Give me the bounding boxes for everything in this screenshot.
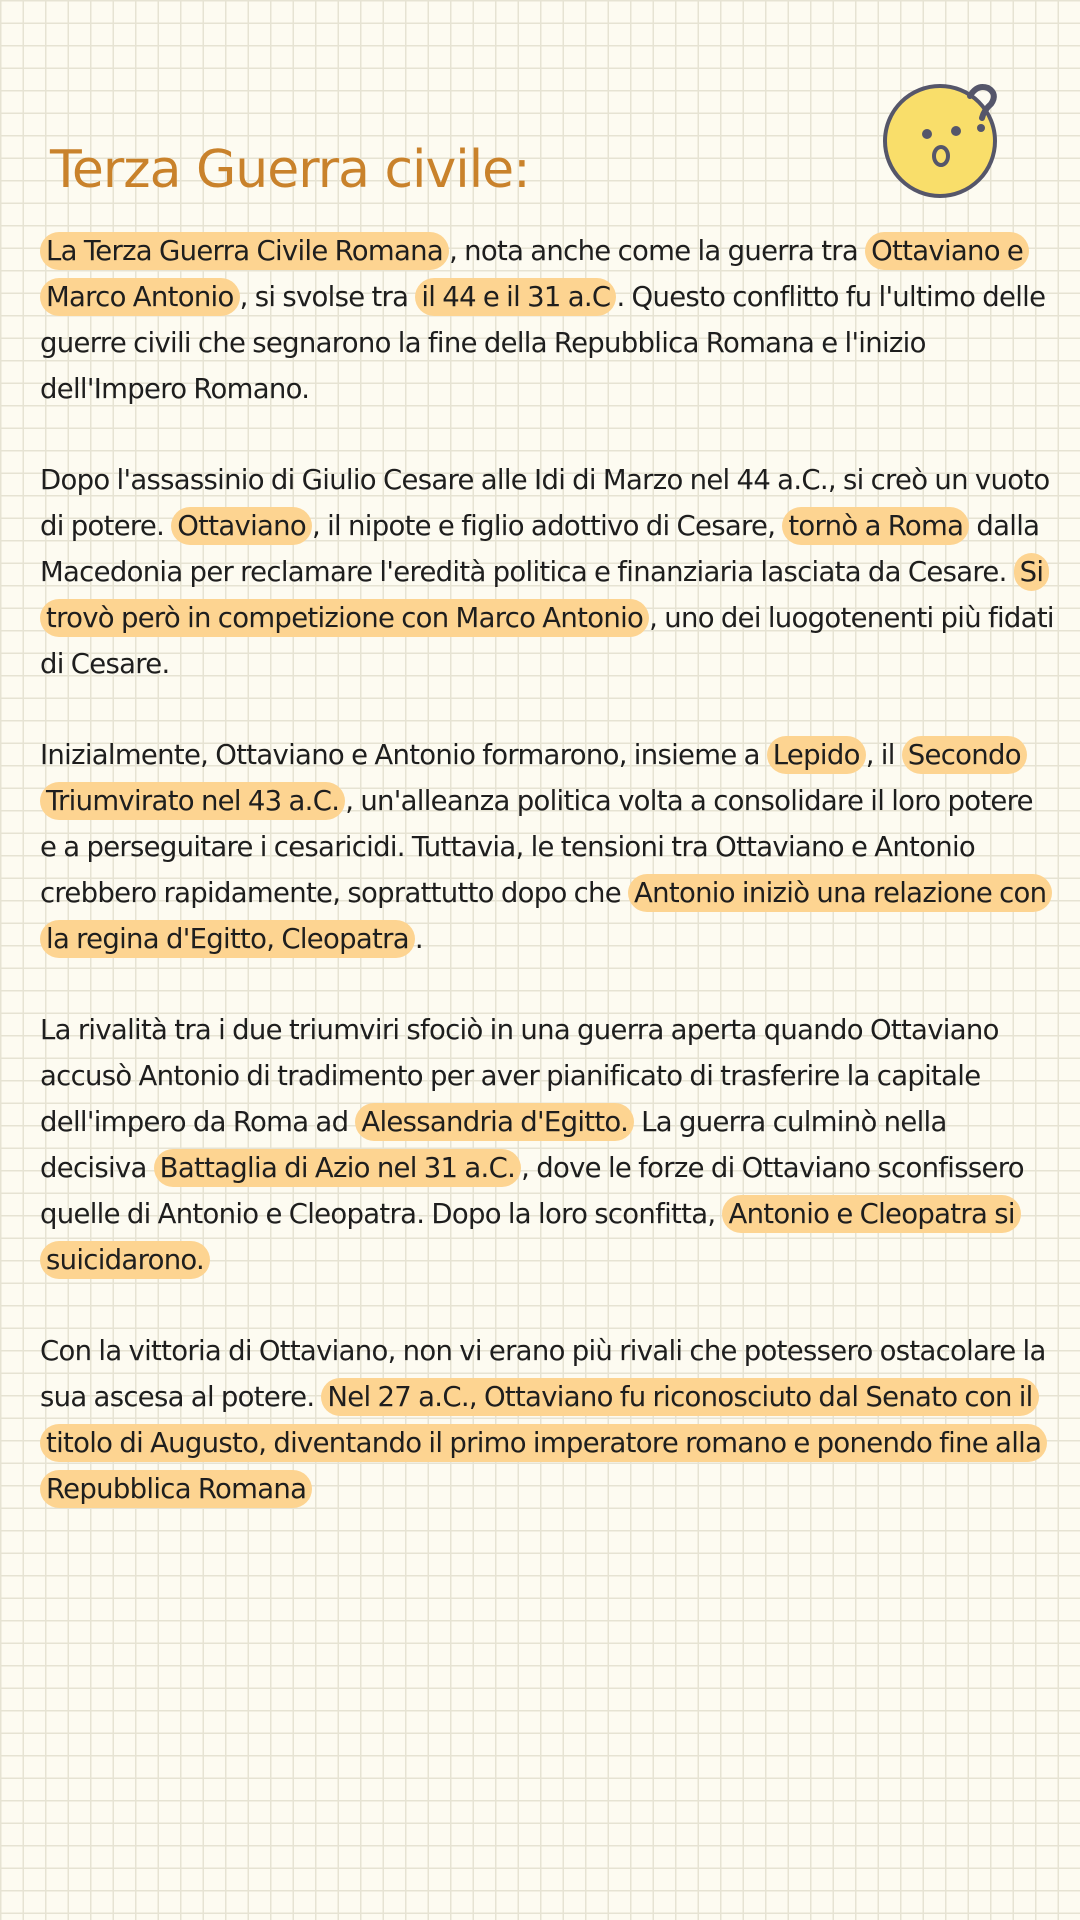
highlighted-text: Antonio iniziò una relazione con la regina d'Egitto, Cleopatra [40,874,1052,958]
body-text: Dopo l'assassinio di Giulio Cesare alle Idi di Marzo nel 44 a.C., si creò un vuoto di potere. [40,464,1050,542]
page-title: Terza Guerra civile: [50,140,530,200]
highlighted-text: tornò a Roma [782,507,969,545]
eye-left-icon [922,129,932,139]
body-text: , si svolse tra [239,281,416,313]
body-text: dalla Macedonia per reclamare l'eredità politica e finanziaria lasciata da Cesare. [40,510,1040,588]
eye-right-icon [951,126,961,136]
highlighted-text: Ottaviano e Marco Antonio [40,232,1029,316]
highlighted-text: Ottaviano [171,507,312,545]
body-text: , il nipote e figlio adottivo di Cesare, [312,510,783,542]
body-text: , un'alleanza politica volta a consolidare il loro potere e a perseguitare i cesaricidi. Tuttavia, le tensioni tra Ottaviano e Antonio crebbero rapidamente, soprattutto dopo che [40,785,1033,909]
body-text: Inizialmente, Ottaviano e Antonio formarono, insieme a [40,739,767,771]
highlighted-text: La Terza Guerra Civile Romana [40,232,449,270]
highlighted-text: Lepido [767,736,866,774]
note-body [40,228,1055,1557]
body-text: , uno dei luogotenenti più fidati di Cesare. [40,602,1054,680]
body-text: , il [865,739,902,771]
body-text: La guerra culminò nella decisiva [40,1106,947,1184]
thinking-face-icon [878,76,1008,206]
body-text: . [414,923,423,955]
highlighted-text: il 44 e il 31 a.C [415,278,616,316]
body-text: . Questo conflitto fu l'ultimo delle guerre civili che segnarono la fine della Repubblica Romana e l'inizio dell'Impero Romano. [40,281,1046,405]
paragraph-3 [40,732,1055,962]
body-text: Con la vittoria di Ottaviano, non vi erano più rivali che potessero ostacolare la sua ascesa al potere. [40,1335,1046,1413]
paragraph-1 [40,228,1055,412]
paragraph-4 [40,1007,1055,1283]
highlighted-text: Battaglia di Azio nel 31 a.C. [154,1149,521,1187]
highlighted-text: Nel 27 a.C., Ottaviano fu riconosciuto dal Senato con il titolo di Augusto, diventando il primo imperatore romano e ponendo fine alla Repubblica Romana [40,1378,1047,1508]
body-text: La rivalità tra i due triumviri sfociò in una guerra aperta quando Ottaviano accusò Antonio di tradimento per aver pianificato di trasferire la capitale dell'impero da Roma ad [40,1014,999,1138]
highlighted-text: Antonio e Cleopatra si suicidarono. [40,1195,1021,1279]
paragraph-5 [40,1328,1055,1512]
highlighted-text: Alessandria d'Egitto. [355,1103,634,1141]
body-text: , nota anche come la guerra tra [449,235,866,267]
body-text: , dove le forze di Ottaviano sconfissero quelle di Antonio e Cleopatra. Dopo la loro sconfitta, [40,1152,1024,1230]
highlighted-text: Secondo Triumvirato nel 43 a.C. [40,736,1027,820]
paragraph-2 [40,457,1055,687]
highlighted-text: Si trovò però in competizione con Marco Antonio [40,553,1049,637]
